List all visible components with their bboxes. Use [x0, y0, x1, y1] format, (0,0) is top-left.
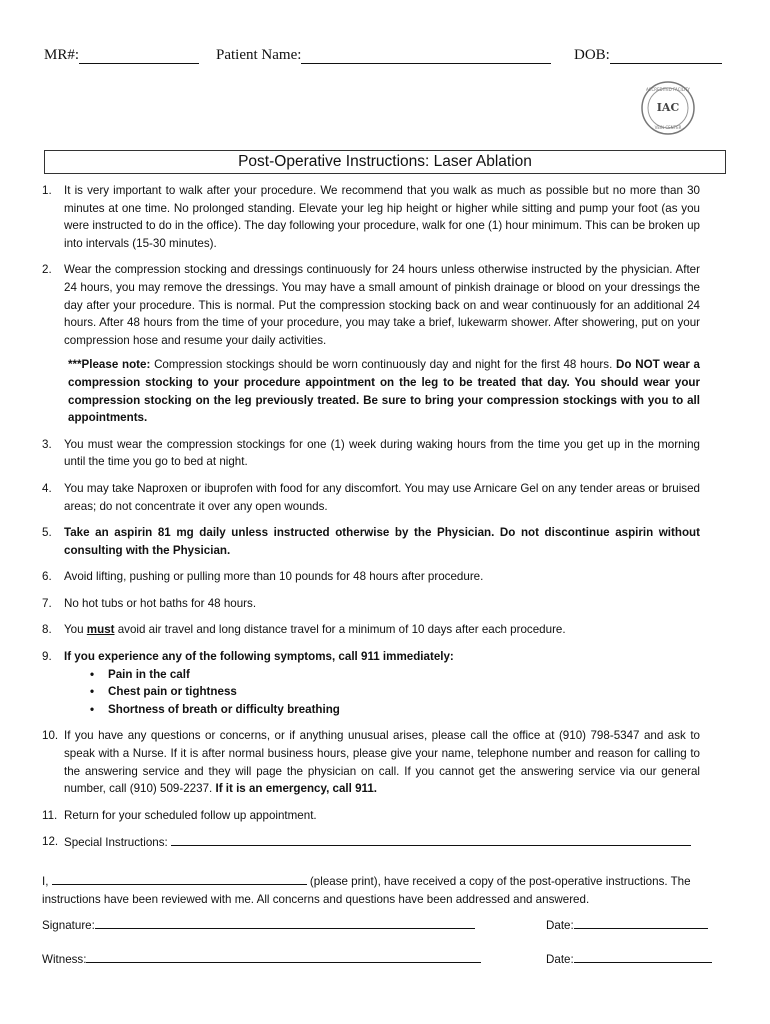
compression-note: ***Please note: Compression stockings should be worn continuously day and night for the first 48 hours. Do NOT wear a compression stocking to your procedure appointment on the leg to be treated that day. You should wear your compression stocking on the leg previously treated. Be sure to bring your compression stockings with you to all appointments.	[68, 358, 701, 425]
symptom-item: • Pain in the calf	[108, 666, 700, 684]
mr-blank[interactable]	[79, 49, 199, 64]
seal-mid-text: IAC	[656, 101, 680, 114]
instruction-item-6: 6. Avoid lifting, pushing or pulling more than 10 pounds for 48 hours after procedure.	[42, 570, 484, 584]
witness-blank[interactable]	[86, 950, 481, 963]
instruction-item-4: 4. You may take Naproxen or ibuprofen with food for any discomfort. You may use Arnicare Gel on any tender areas or bruised areas; do not concentrate it over any open wounds.	[42, 481, 700, 513]
page-title: Post-Operative Instructions: Laser Ablation	[44, 150, 726, 174]
instructions-list	[42, 182, 700, 861]
symptom-item: • Chest pain or tightness	[108, 683, 700, 701]
acknowledgement: I, (please print), have received a copy of the post-operative instructions. The instructions have been reviewed with me. All concerns and questions have been addressed and answered.	[42, 872, 732, 908]
instruction-item-12: 12. Special Instructions:	[42, 833, 700, 852]
instruction-item-7: 7. No hot tubs or hot baths for 48 hours.	[42, 596, 257, 610]
instruction-item-11: 11. Return for your scheduled follow up appointment.	[42, 808, 317, 822]
special-instructions-blank[interactable]	[171, 833, 691, 846]
signature-row: Signature: Date:	[42, 916, 732, 935]
seal-bottom-text: VEIN CENTER	[654, 125, 682, 130]
witness-date-blank[interactable]	[574, 950, 712, 963]
symptom-list	[42, 666, 700, 719]
print-name-blank[interactable]	[52, 872, 307, 885]
accreditation-seal-icon	[640, 80, 696, 136]
patient-name-blank[interactable]	[301, 49, 551, 64]
dob-field: DOB:	[574, 47, 722, 64]
witness-row: Witness: Date:	[42, 950, 732, 969]
instruction-item-1: 1. It is very important to walk after your procedure. We recommend that you walk as much as possible but no more than 30 minutes at one time. No prolonged standing. Elevate your leg hip height or higher while sitting and pump your foot (as you were instructed to do in the office). The day following your procedure, walk for one (1) hour minimum. This can be broken up into intervals (15-30 minutes).	[42, 184, 700, 250]
patient-name-field: Patient Name:	[216, 47, 551, 64]
signature-blank[interactable]	[95, 916, 475, 929]
instruction-item-3: 3. You must wear the compression stockings for one (1) week during waking hours from the time you get up in the morning until the time you go to bed at night.	[42, 437, 700, 469]
mr-field: MR#:	[44, 47, 199, 64]
instruction-item-10: 10. If you have any questions or concerns, or if anything unusual arises, please call the office at (910) 798-5347 and ask to speak with a Nurse. If it is after normal business hours, please give your name, telephone number and reason for calling to the answering service and they will page the physician on call. If you cannot get the answering service via our general number, call (910) 509-2237. If it is an emergency, call 911.	[42, 729, 700, 796]
symptom-item: • Shortness of breath or difficulty breathing	[108, 701, 700, 719]
instruction-item-8: 8. You must avoid air travel and long distance travel for a minimum of 10 days after each procedure.	[42, 623, 566, 637]
seal-top-text: ACCREDITED FACILITY	[645, 87, 691, 92]
instruction-item-5: 5. Take an aspirin 81 mg daily unless instructed otherwise by the Physician. Do not discontinue aspirin without consulting with the Physician.	[42, 526, 700, 557]
instruction-item-2: 2. Wear the compression stocking and dressings continuously for 24 hours unless otherwise instructed by the physician. After 24 hours, you may remove the dressings. You may have a small amount of pinkish drainage or blood on your dressings the day after your procedure. This is normal. Put the compression stocking back on and wear continuously for an additional 24 hours. After 48 hours from the time of your procedure, you may take a brief, lukewarm shower. After showering, put on your compression hose and resume your daily activities.	[42, 263, 700, 347]
instruction-item-9: 9. If you experience any of the following symptoms, call 911 immediately:	[42, 650, 454, 664]
signature-date-blank[interactable]	[574, 916, 708, 929]
dob-blank[interactable]	[610, 49, 722, 64]
